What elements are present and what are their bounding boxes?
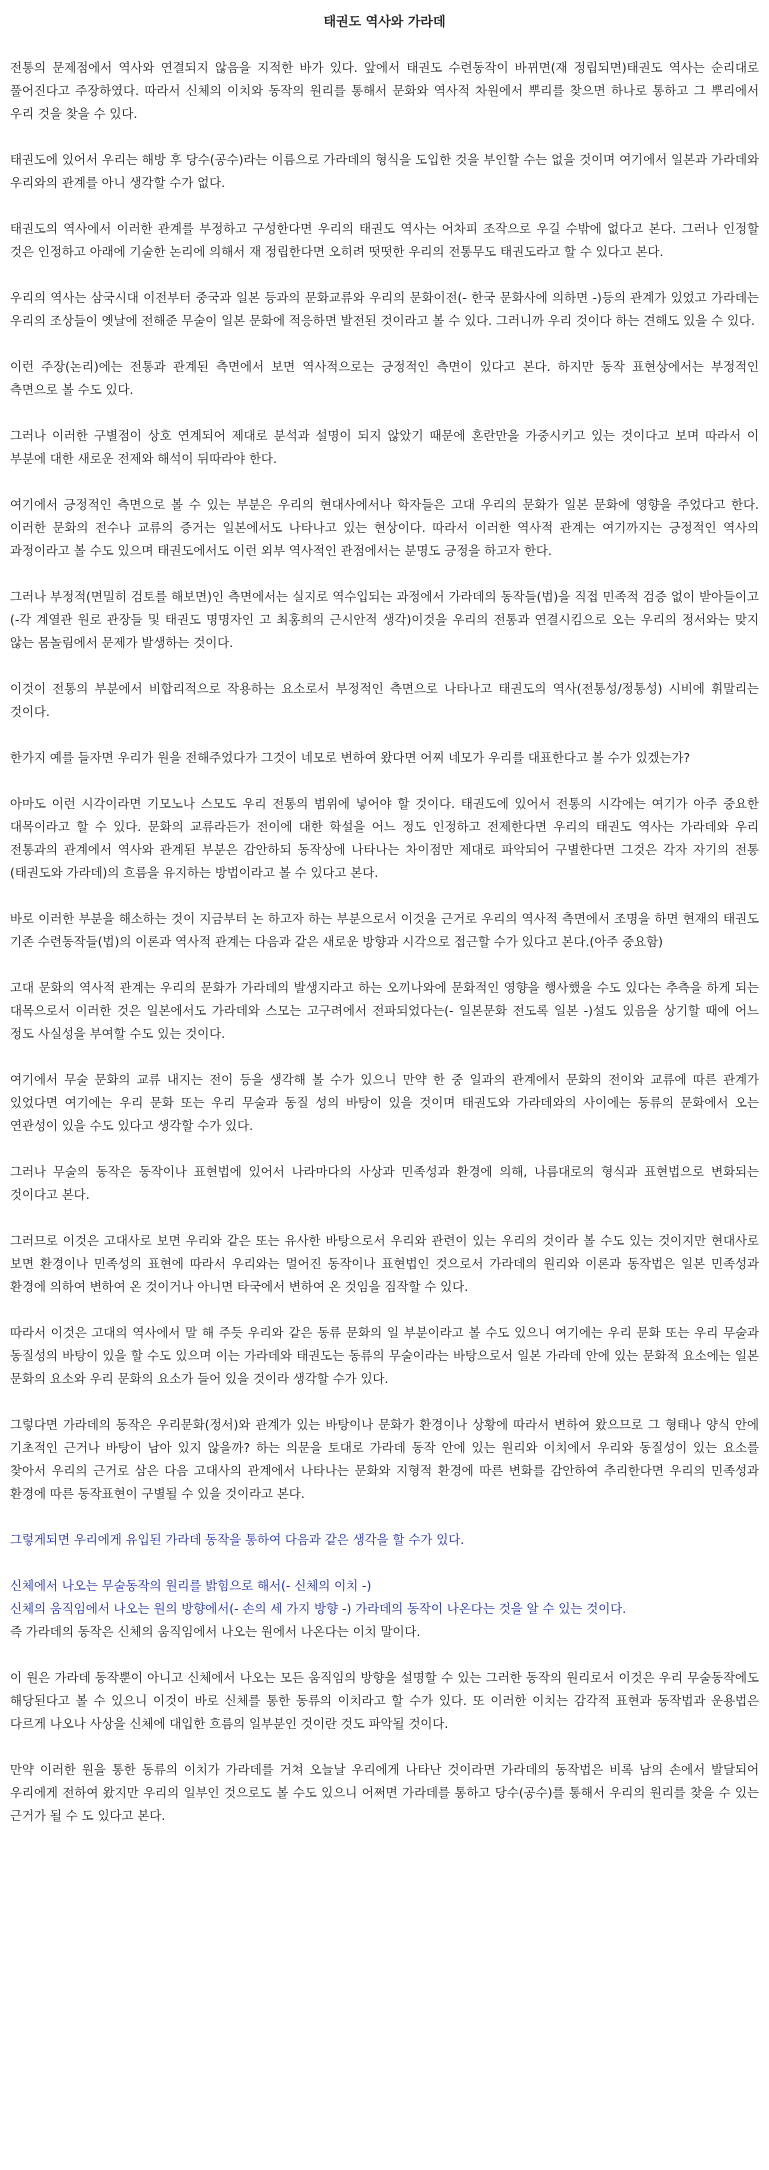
paragraph: 이것이 전통의 부분에서 비합리적으로 작용하는 요소로서 부정적인 측면으로 나타나고 태권도의 역사(전통성/정통성) 시비에 휘말리는 것이다. bbox=[10, 681, 759, 719]
article-title: 태권도 역사와 가라데 bbox=[323, 15, 446, 30]
paragraph: 바로 이러한 부분을 해소하는 것이 지금부터 논 하고자 하는 부분으로서 이것을 근거로 우리의 역사적 측면에서 조명을 하면 현재의 태권도 기존 수련동작들(법)의 이론과 역사적 관계는 다음과 같은 새로운 방향과 시각으로 접근할 수가 있다고 본다.(아주 중요함) bbox=[10, 911, 759, 949]
paragraph-gap bbox=[0, 654, 769, 677]
paragraph: 따라서 이것은 고대의 역사에서 말 해 주듯 우리와 같은 동류 문화의 일 부분이라고 볼 수도 있으니 여기에는 우리 문화 또는 우리 무술과 동질성의 바탕이 있을 할 수도 있으며 이는 가라데와 태권도는 동류의 무술이라는 바탕으로서 일본 가라데 안에 있는 문화적 요소에는 일본 문화의 요소와 우리 문화의 요소가 들어 있을 것이라 생각할 수가 있다. bbox=[10, 1325, 759, 1386]
paragraph-gap bbox=[0, 125, 769, 148]
paragraph: 우리의 역사는 삼국시대 이전부터 중국과 일본 등과의 문화교류와 우리의 문화이전(- 한국 문화사에 의하면 -)등의 관계가 있었고 가라데는 우리의 조상들이 옛날에 전해준 무술이 일본 문화에 적응하면 발전된 것이라고 볼 수 있다. 그러니까 우리 것이다 하는 견해도 있을 수 있다. bbox=[10, 290, 759, 328]
paragraph-gap bbox=[0, 562, 769, 585]
paragraph-gap bbox=[0, 1390, 769, 1413]
paragraph: 만약 이러한 원을 통한 동류의 이치가 가라데를 거쳐 오늘날 우리에게 나타난 것이라면 가라데의 동작법은 비록 남의 손에서 발달되어 우리에게 전하여 왔지만 우리의 일부인 것으로도 볼 수도 있으니 어쩌면 가라데를 통하고 당수(공수)를 통해서 우리의 원리를 찾을 수 있는 근거가 될 수 도 있다고 본다. bbox=[10, 1762, 759, 1823]
highlighted-intro: 그렇게되면 우리에게 유입된 가라데 동작을 통하여 다음과 같은 생각을 할 수가 있다. bbox=[10, 1532, 465, 1547]
paragraph-gap bbox=[0, 1505, 769, 1528]
paragraph-gap bbox=[0, 470, 769, 493]
paragraph: 여기에서 무술 문화의 교류 내지는 전이 등을 생각해 볼 수가 있으니 만약 한 중 일과의 관계에서 문화의 전이와 교류에 따른 관계가 있었다면 여기에는 우리 문화 또는 우리 무술과 동질 성의 바탕이 있을 것이며 태권도와 가라데와의 사이에는 동류의 문화에서 오는 연관성이 있을 수도 있다고 생각할 수가 있다. bbox=[10, 1072, 759, 1133]
paragraph: 이 원은 가라데 동작뿐이 아니고 신체에서 나오는 모든 움직임의 방향을 설명할 수 있는 그러한 동작의 원리로서 이것은 우리 무술동작에도 해당된다고 볼 수 있으니 이것이 바로 신체를 통한 동류의 이치라고 할 수가 있다. 또 이러한 이치는 감각적 표현과 동작법과 운용법은 다르게 나오나 사상을 신체에 대입한 흐름의 일부분인 것이란 것도 파악될 것이다. bbox=[10, 1670, 759, 1731]
paragraph: 태권도에 있어서 우리는 해방 후 당수(공수)라는 이름으로 가라데의 형식을 도입한 것을 부인할 수는 없을 것이며 여기에서 일본과 가라데와 우리와의 관계를 아니 생각할 수가 없다. bbox=[10, 152, 759, 190]
paragraph: 즉 가라데의 동작은 신체의 움직임에서 나오는 원에서 나온다는 이치 말이다. bbox=[10, 1624, 421, 1639]
paragraph: 그러나 무술의 동작은 동작이나 표현법에 있어서 나라마다의 사상과 민족성과 환경에 의해, 나름대로의 형식과 표현법으로 변화되는 것이다고 본다. bbox=[10, 1164, 759, 1202]
paragraph-gap bbox=[0, 1298, 769, 1321]
highlighted-line: 신체의 움직임에서 나오는 원의 방향에서(- 손의 세 가지 방향 -) 가라데의 동작이 나온다는 것을 알 수 있는 것이다. bbox=[10, 1601, 627, 1616]
paragraph: 전통의 문제점에서 역사와 연결되지 않음을 지적한 바가 있다. 앞에서 태권도 수련동작이 바뀌면(재 정립되면)태권도 역사는 순리대로 풀어진다고 주장하였다. 따라서 신체의 이치와 동작의 원리를 통해서 문화와 역사적 차원에서 뿌리를 찾으면 하나로 통하고 그 뿌리에서 우리 것을 찾을 수 있다. bbox=[10, 60, 759, 121]
paragraph: 그렇다면 가라데의 동작은 우리문화(정서)와 관계가 있는 바탕이나 문화가 환경이나 상황에 따라서 변하여 왔으므로 그 형태나 양식 안에 기초적인 근거나 바탕이 남아 있지 않을까? 하는 의문을 토대로 가라데 동작 안에 있는 원리와 이치에서 우리와 동질성이 있는 요소를 찾아서 우리의 근거로 삼은 다음 고대사의 관계에서 나타나는 문화와 지형적 환경에 따른 변화를 감안하여 추리한다면 우리의 민족성과 환경에 따른 동작표현이 구별될 수 있을 것이라고 본다. bbox=[10, 1417, 759, 1501]
paragraph-gap bbox=[0, 194, 769, 217]
paragraph-gap bbox=[0, 769, 769, 792]
paragraph: 이런 주장(논리)에는 전통과 관계된 측면에서 보면 역사적으로는 긍정적인 측면이 있다고 본다. 하지만 동작 표현상에서는 부정적인 측면으로 볼 수도 있다. bbox=[10, 359, 759, 397]
paragraph-gap bbox=[0, 953, 769, 976]
paragraph: 그러나 부정적(면밀히 검토를 해보면)인 측면에서는 실지로 역수입되는 과정에서 가라데의 동작들(법)을 직접 민족적 검증 없이 받아들이고(-각 계열관 원로 관장들 및 태권도 명명자인 고 최홍희의 근시안적 생각)이것을 우리의 전통과 연결시킴으로 오는 우리의 정서와는 맞지 않는 몸놀림에서 문제가 발생하는 것이다. bbox=[10, 589, 759, 650]
paragraph-gap bbox=[0, 1045, 769, 1068]
paragraph-gap bbox=[0, 1137, 769, 1160]
paragraph: 한가지 예를 들자면 우리가 원을 전해주었다가 그것이 네모로 변하여 왔다면 어찌 네모가 우리를 대표한다고 볼 수가 있겠는가? bbox=[10, 750, 691, 765]
paragraph-gap bbox=[0, 1735, 769, 1758]
paragraph-gap bbox=[0, 401, 769, 424]
paragraph-gap bbox=[0, 1643, 769, 1666]
paragraph: 아마도 이런 시각이라면 기모노나 스모도 우리 전통의 범위에 넣어야 할 것이다. 태권도에 있어서 전통의 시각에는 여기가 아주 중요한 대목이라고 할 수 있다. 문화의 교류라든가 전이에 대한 학설을 어느 정도 인정하고 전제한다면 우리의 태권도 역사는 가라데와 우리 전통과의 관계에서 역사와 관계된 부분은 감안하되 동작상에 나타나는 차이점만 제대로 파악되어 구별한다면 그것은 각자 자기의 전통(태권도와 가라데)의 흐름을 유지하는 방법이라고 볼 수 있다고 본다. bbox=[10, 796, 759, 880]
paragraph-gap bbox=[0, 332, 769, 355]
paragraph-gap bbox=[0, 723, 769, 746]
paragraph-gap bbox=[0, 263, 769, 286]
paragraph: 그러므로 이것은 고대사로 보면 우리와 같은 또는 유사한 바탕으로서 우리와 관련이 있는 우리의 것이라 볼 수도 있는 것이지만 현대사로 보면 환경이나 민족성의 표현에 따라서 우리와는 멀어진 동작이나 표현법인 것으로서 가라데의 원리와 이론과 동작법은 일본 민족성과 환경에 의하여 변하여 온 것이거나 아니면 타국에서 변하여 온 것임을 짐작할 수 있다. bbox=[10, 1233, 759, 1294]
paragraph: 태권도의 역사에서 이러한 관계를 부정하고 구성한다면 우리의 태권도 역사는 어차피 조작으로 우길 수밖에 없다고 본다. 그러나 인정할 것은 인정하고 아래에 기술한 논리에 의해서 재 정립한다면 오히려 떳떳한 우리의 전통무도 태권도라고 할 수 있다고 본다. bbox=[10, 221, 759, 259]
paragraph: 고대 문화의 역사적 관계는 우리의 문화가 가라데의 발생지라고 하는 오끼나와에 문화적인 영향을 행사했을 수도 있다는 추측을 하게 되는 대목으로서 이러한 것은 일본에서도 가라데와 스모는 고구려에서 전파되었다는(- 일본문화 전도록 일본 -)설도 있음을 상기할 때에 어느 정도 사실성을 부여할 수도 있는 것이다. bbox=[10, 980, 759, 1041]
highlighted-line: 신체에서 나오는 무술동작의 원리를 밝힘으로 해서(- 신체의 이치 -) bbox=[10, 1578, 372, 1593]
paragraph-gap bbox=[0, 1206, 769, 1229]
paragraph: 여기에서 긍정적인 측면으로 볼 수 있는 부분은 우리의 현대사에서나 학자들은 고대 우리의 문화가 일본 문화에 영향을 주었다고 한다. 이러한 문화의 전수나 교류의 증거는 일본에서도 나타나고 있는 현상이다. 따라서 이러한 역사적 관계는 여기까지는 긍정적인 역사의 과정이라고 볼 수도 있으며 태권도에서도 이런 외부 역사적인 관점에서는 분명도 긍정을 하고자 한다. bbox=[10, 497, 759, 558]
paragraph-gap bbox=[0, 884, 769, 907]
paragraph: 그러나 이러한 구별점이 상호 연계되어 제대로 분석과 설명이 되지 않았기 때문에 혼란만을 가중시키고 있는 것이다고 보며 따라서 이 부분에 대한 새로운 전제와 해석이 뒤따라야 한다. bbox=[10, 428, 759, 466]
paragraph-gap bbox=[0, 1551, 769, 1574]
